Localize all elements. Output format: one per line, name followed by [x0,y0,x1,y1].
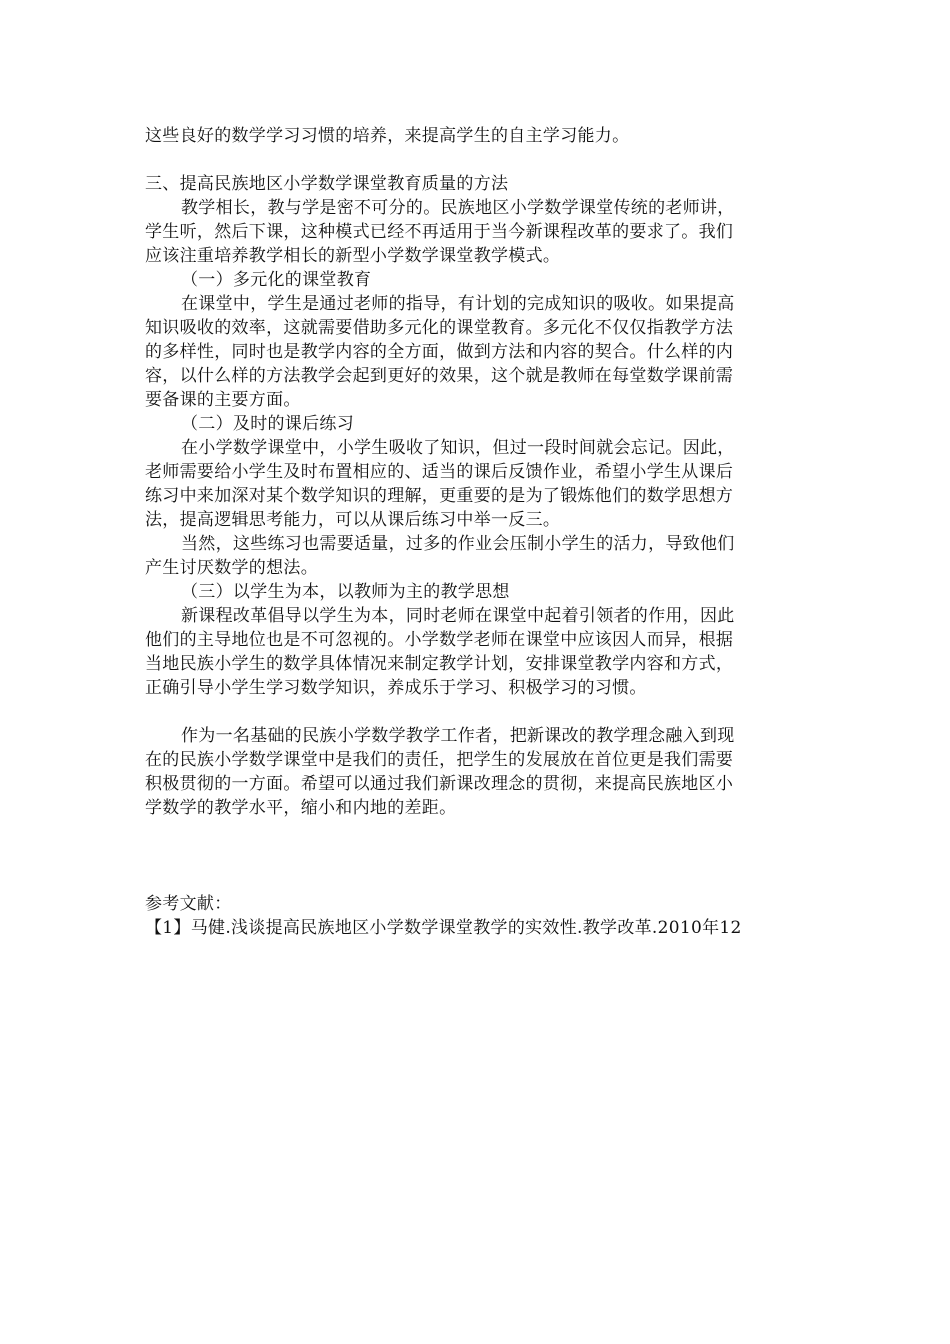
text-line: 这些良好的数学学习习惯的培养，来提高学生的自主学习能力。 [145,126,630,146]
text-line: 正确引导小学生学习数学知识，养成乐于学习、积极学习的习惯。 [145,678,647,698]
text-line: 当地民族小学生的数学具体情况来制定教学计划，安排课堂教学内容和方式， [145,654,734,674]
text-line: 作为一名基础的民族小学数学教学工作者，把新课改的教学理念融入到现 [181,726,735,746]
text-line: 他们的主导地位也是不可忽视的。小学数学老师在课堂中应该因人而异，根据 [145,630,734,650]
text-line: 产生讨厌数学的想法。 [145,558,318,578]
text-line: 学数学的教学水平，缩小和内地的差距。 [145,798,457,818]
text-line: 老师需要给小学生及时布置相应的、适当的课后反馈作业，希望小学生从课后 [145,462,734,482]
text-line: 的多样性，同时也是教学内容的全方面，做到方法和内容的契合。什么样的内 [145,342,734,362]
text-line: 参考文献： [145,894,232,914]
text-line: （三）以学生为本，以教师为主的教学思想 [181,582,510,602]
text-line: 积极贯彻的一方面。希望可以通过我们新课改理念的贯彻，来提高民族地区小 [145,774,734,794]
blank-line [145,148,813,172]
text-line: 在的民族小学数学课堂中是我们的责任，把学生的发展放在首位更是我们需要 [145,750,734,770]
text-line: 学生听，然后下课，这种模式已经不再适用于当今新课程改革的要求了。我们 [145,222,734,242]
text-line: 教学相长，教与学是密不可分的。民族地区小学数学课堂传统的老师讲， [181,198,735,218]
text-line: 练习中来加深对某个数学知识的理解，更重要的是为了锻炼他们的数学思想方 [145,486,734,506]
text-line: 知识吸收的效率，这就需要借助多元化的课堂教育。多元化不仅仅指教学方法 [145,318,734,338]
text-line: （二）及时的课后练习 [181,414,354,434]
blank-line [145,700,813,724]
text-line: 应该注重培养教学相长的新型小学数学课堂教学模式。 [145,246,561,266]
text-line: 在课堂中，学生是通过老师的指导，有计划的完成知识的吸收。如果提高 [181,294,735,314]
text-line: 要备课的主要方面。 [145,390,301,410]
text-line: 新课程改革倡导以学生为本，同时老师在课堂中起着引领者的作用，因此 [181,606,735,626]
text-line: 在小学数学课堂中，小学生吸收了知识，但过一段时间就会忘记。因此， [181,438,735,458]
text-line: 容，以什么样的方法教学会起到更好的效果，这个就是教师在每堂数学课前需 [145,366,734,386]
text-line: 法，提高逻辑思考能力，可以从课后练习中举一反三。 [145,510,561,530]
text-line: 【1】马健.浅谈提高民族地区小学数学课堂教学的实效性.教学改革.2010年12 [145,918,742,938]
text-line: （一）多元化的课堂教育 [181,270,372,290]
text-line: 三、提高民族地区小学数学课堂教育质量的方法 [145,174,509,194]
document-body [145,124,813,940]
text-line: 当然，这些练习也需要适量，过多的作业会压制小学生的活力，导致他们 [181,534,735,554]
blank-spacer [145,820,813,892]
